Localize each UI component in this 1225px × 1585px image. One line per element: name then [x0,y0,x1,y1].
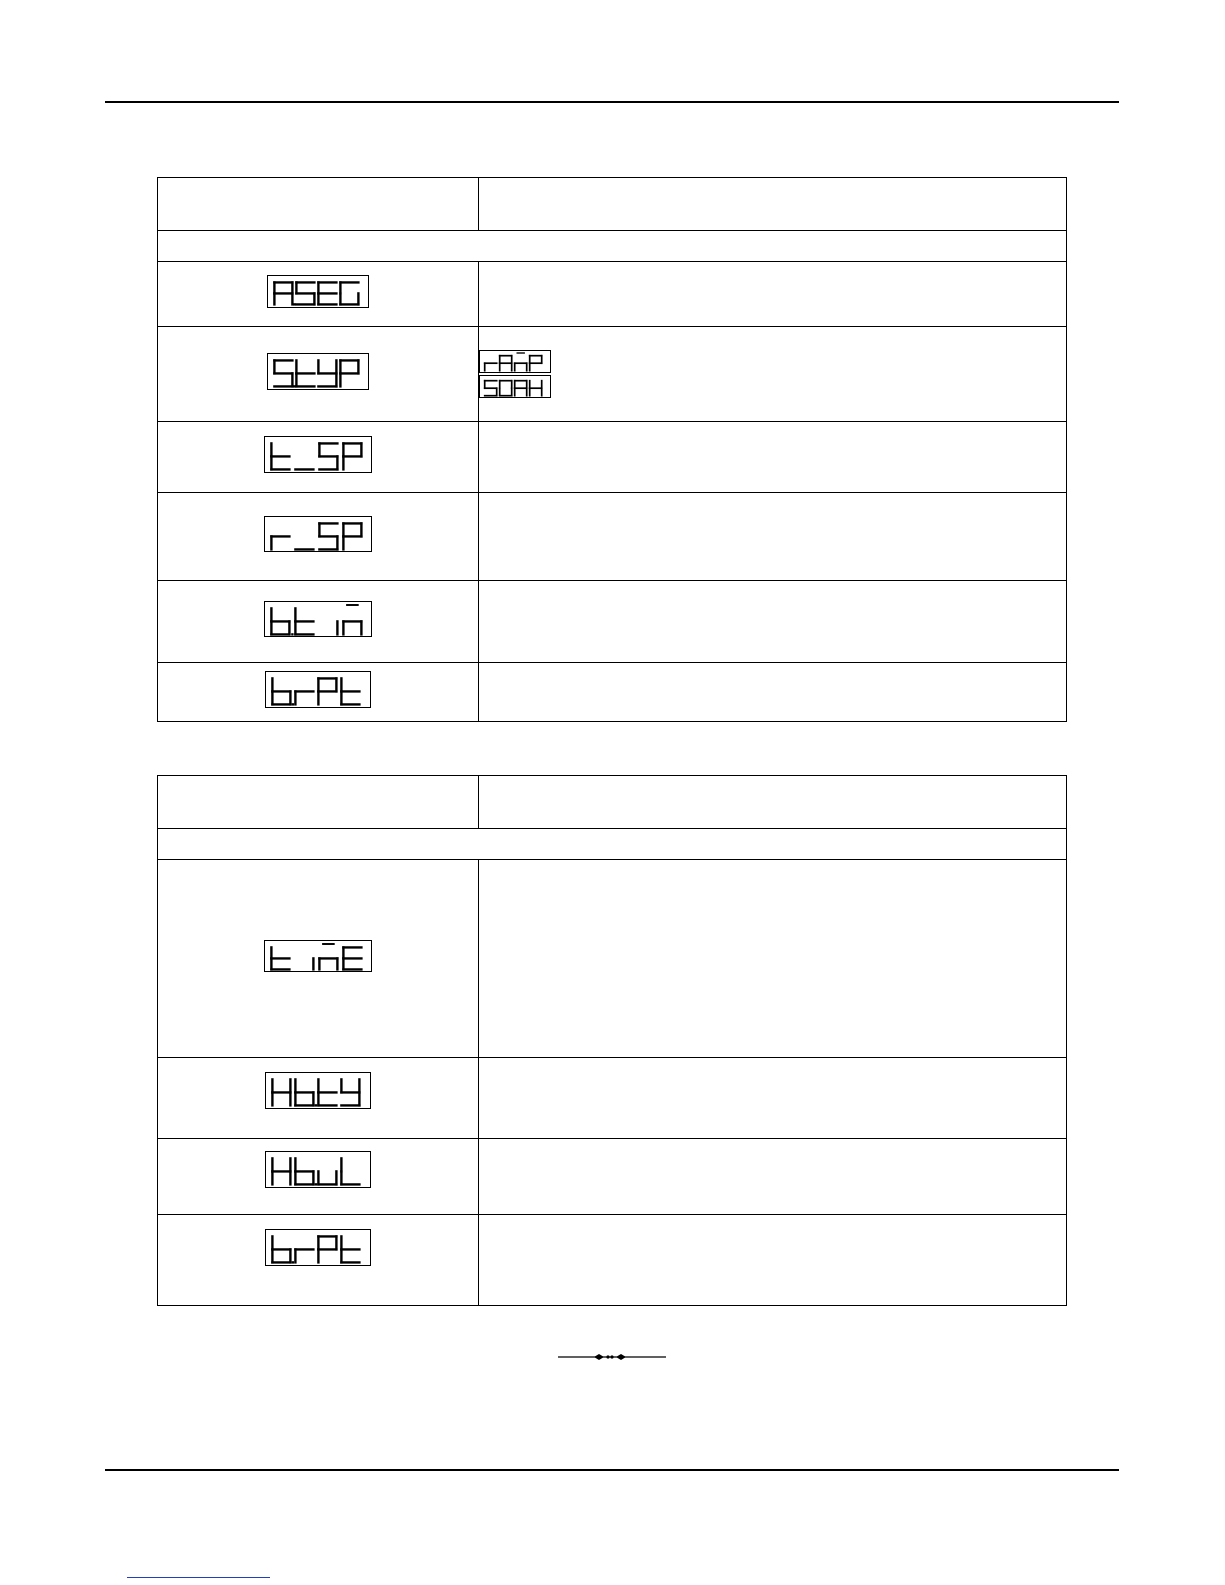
lcd-digit [340,360,358,386]
seven-segment-readout [272,277,365,307]
lcd-display [265,1151,371,1188]
lcd-display [264,601,373,638]
lcd-digit [485,381,497,396]
seven-segment-readout [269,438,368,472]
lcd-digit [296,360,314,386]
table-row [158,1215,1067,1306]
lcd-digit [272,1079,290,1105]
lcd-digit [341,1236,359,1262]
lcd-digit [271,608,293,635]
display-cell [158,581,479,663]
header-rule [105,101,1119,103]
display-cell [158,262,479,327]
table-header-row [158,776,1067,829]
lcd-display [265,1072,371,1109]
display-cell [158,422,479,493]
lcd-digit [318,282,336,304]
section-row [158,829,1067,860]
lcd-display [265,671,371,708]
lcd-digit [530,381,542,396]
footer-rule [105,1469,1119,1471]
lcd-digit [274,282,295,305]
description-cell [479,663,1067,722]
lcd-digit [343,523,361,549]
lcd-digit [319,523,337,549]
option-soak [479,375,1066,398]
seven-segment-readout [269,942,368,972]
lcd-digit [341,1158,359,1184]
table-row [158,422,1067,493]
table-row [158,860,1067,1058]
lcd-display-small [479,350,551,373]
display-cell [158,860,479,1058]
lcd-digit [296,282,314,304]
lcd-display [267,353,370,390]
lcd-digit [271,947,289,969]
parameter-table-1 [157,177,1067,722]
table-header-row [158,178,1067,231]
lcd-digit [341,1079,359,1105]
description-cell [479,493,1067,581]
lcd-digit [319,944,337,969]
header-cell-display [158,178,479,231]
description-cell [479,581,1067,663]
lcd-digit [318,1171,336,1184]
decorative-divider-icon [558,1350,666,1364]
section-row [158,231,1067,262]
lcd-digit [295,1249,313,1262]
description-cell [479,327,1067,422]
lcd-digit [271,443,289,469]
seven-segment-readout [269,603,368,637]
seven-segment-readout [272,355,365,389]
lcd-digit [515,353,527,371]
lcd-digit [500,355,512,370]
lcd-digit [343,605,361,634]
lcd-display [267,275,370,308]
lcd-digit [272,1236,294,1263]
display-cell [158,493,479,581]
lcd-display [264,940,373,973]
table-row [158,262,1067,327]
lcd-digit [271,536,289,549]
description-cell [479,1058,1067,1139]
display-cell [158,1215,479,1306]
lcd-digit [295,1079,317,1106]
footer-link-underline[interactable] [127,1577,270,1578]
lcd-digit [295,1158,317,1185]
seven-segment-readout [270,1074,366,1108]
seven-segment-readout [270,673,366,707]
table-row [158,1139,1067,1215]
display-cell [158,1139,479,1215]
seven-segment-readout [483,376,547,397]
description-cell [479,1215,1067,1306]
description-cell [479,1139,1067,1215]
lcd-digit [295,608,313,634]
lcd-digit [318,1236,336,1262]
description-cell [479,262,1067,327]
lcd-digit [272,1158,290,1184]
lcd-digit [318,678,336,704]
lcd-display [264,516,373,553]
lcd-digit [274,360,295,387]
table-row [158,663,1067,722]
header-cell-display [158,776,479,829]
display-cell [158,663,479,722]
lcd-digit [318,360,336,386]
seven-segment-readout [483,351,547,372]
lcd-digit [341,678,359,704]
lcd-digit [319,443,337,469]
table-row [158,327,1067,422]
header-cell-description [479,776,1067,829]
lcd-digit [530,355,542,370]
seven-segment-readout [270,1153,366,1187]
seven-segment-readout [270,1231,366,1265]
section-cell [158,231,1067,262]
lcd-digit [485,363,497,371]
description-cell [479,860,1067,1058]
option-ramp [479,350,1066,373]
lcd-digit [318,1079,336,1105]
lcd-display-small [479,375,551,398]
lcd-display [264,436,373,473]
table-row [158,493,1067,581]
lcd-digit [515,381,527,396]
lcd-digit [500,381,512,396]
lcd-digit [295,691,313,704]
lcd-digit [340,282,358,304]
seven-segment-readout [269,518,368,552]
table-row [158,581,1067,663]
lcd-digit [272,678,294,705]
lcd-display [265,1229,371,1266]
header-cell-description [479,178,1067,231]
display-cell [158,1058,479,1139]
lcd-digit [343,443,361,469]
table-row [158,1058,1067,1139]
lcd-digit [343,947,361,969]
description-cell [479,422,1067,493]
parameter-table-2 [157,775,1067,1306]
section-cell [158,829,1067,860]
display-cell [158,327,479,422]
